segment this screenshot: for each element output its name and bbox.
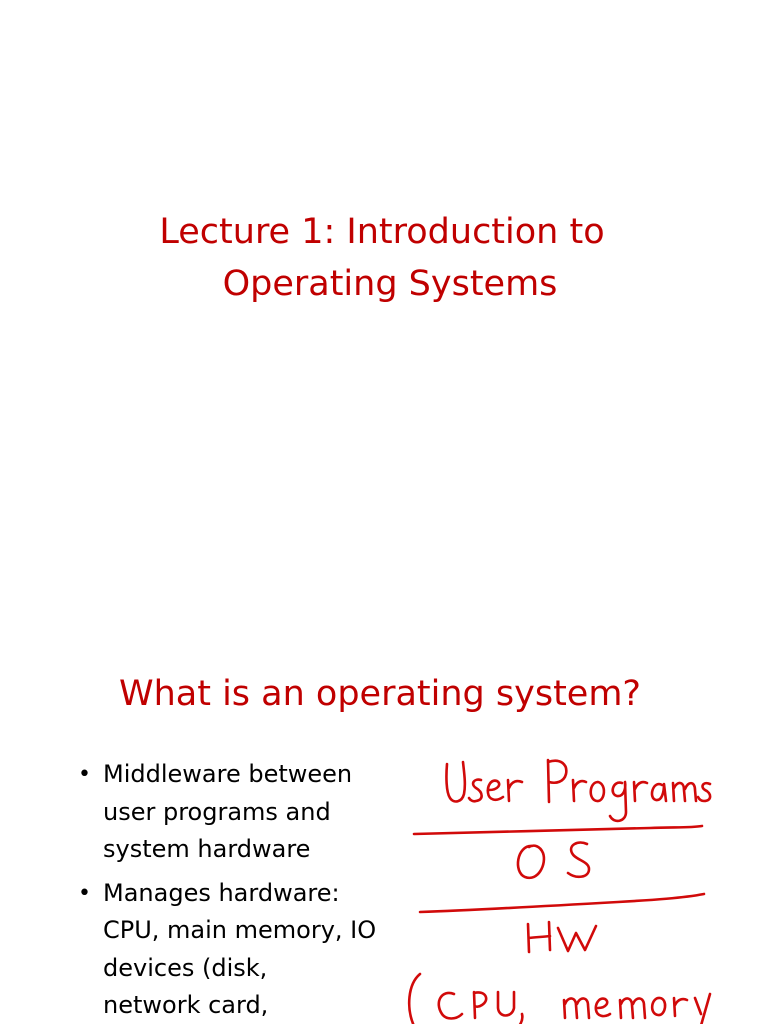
handwritten-diagram-ink [398, 746, 718, 1024]
bullet-icon: • [78, 880, 91, 906]
title-line-2: Operating Systems [222, 264, 558, 304]
bullet-item [78, 756, 398, 869]
handwritten-label-user-programs [446, 760, 710, 821]
handwritten-label-hw [528, 922, 596, 952]
bullet-text: Manages hardware: CPU, main memory, IO devices (disk, network card, [103, 878, 377, 1019]
slide-title [0, 206, 768, 310]
divider-line [414, 826, 702, 834]
handwritten-layer-diagram [398, 746, 718, 1024]
bullet-icon: • [78, 762, 91, 787]
divider-line [420, 894, 704, 912]
handwritten-label-os [518, 843, 589, 878]
handwritten-label-cpu-memory [409, 974, 710, 1024]
bullet-text: Middleware between user programs and system hardware [103, 760, 353, 863]
slide-2 [0, 576, 768, 1024]
bullet-list [78, 756, 398, 1024]
bullet-item [78, 875, 398, 1024]
slide-title: What is an operating system? [118, 674, 641, 714]
title-line-1: Lecture 1: Introduction to [159, 212, 605, 252]
